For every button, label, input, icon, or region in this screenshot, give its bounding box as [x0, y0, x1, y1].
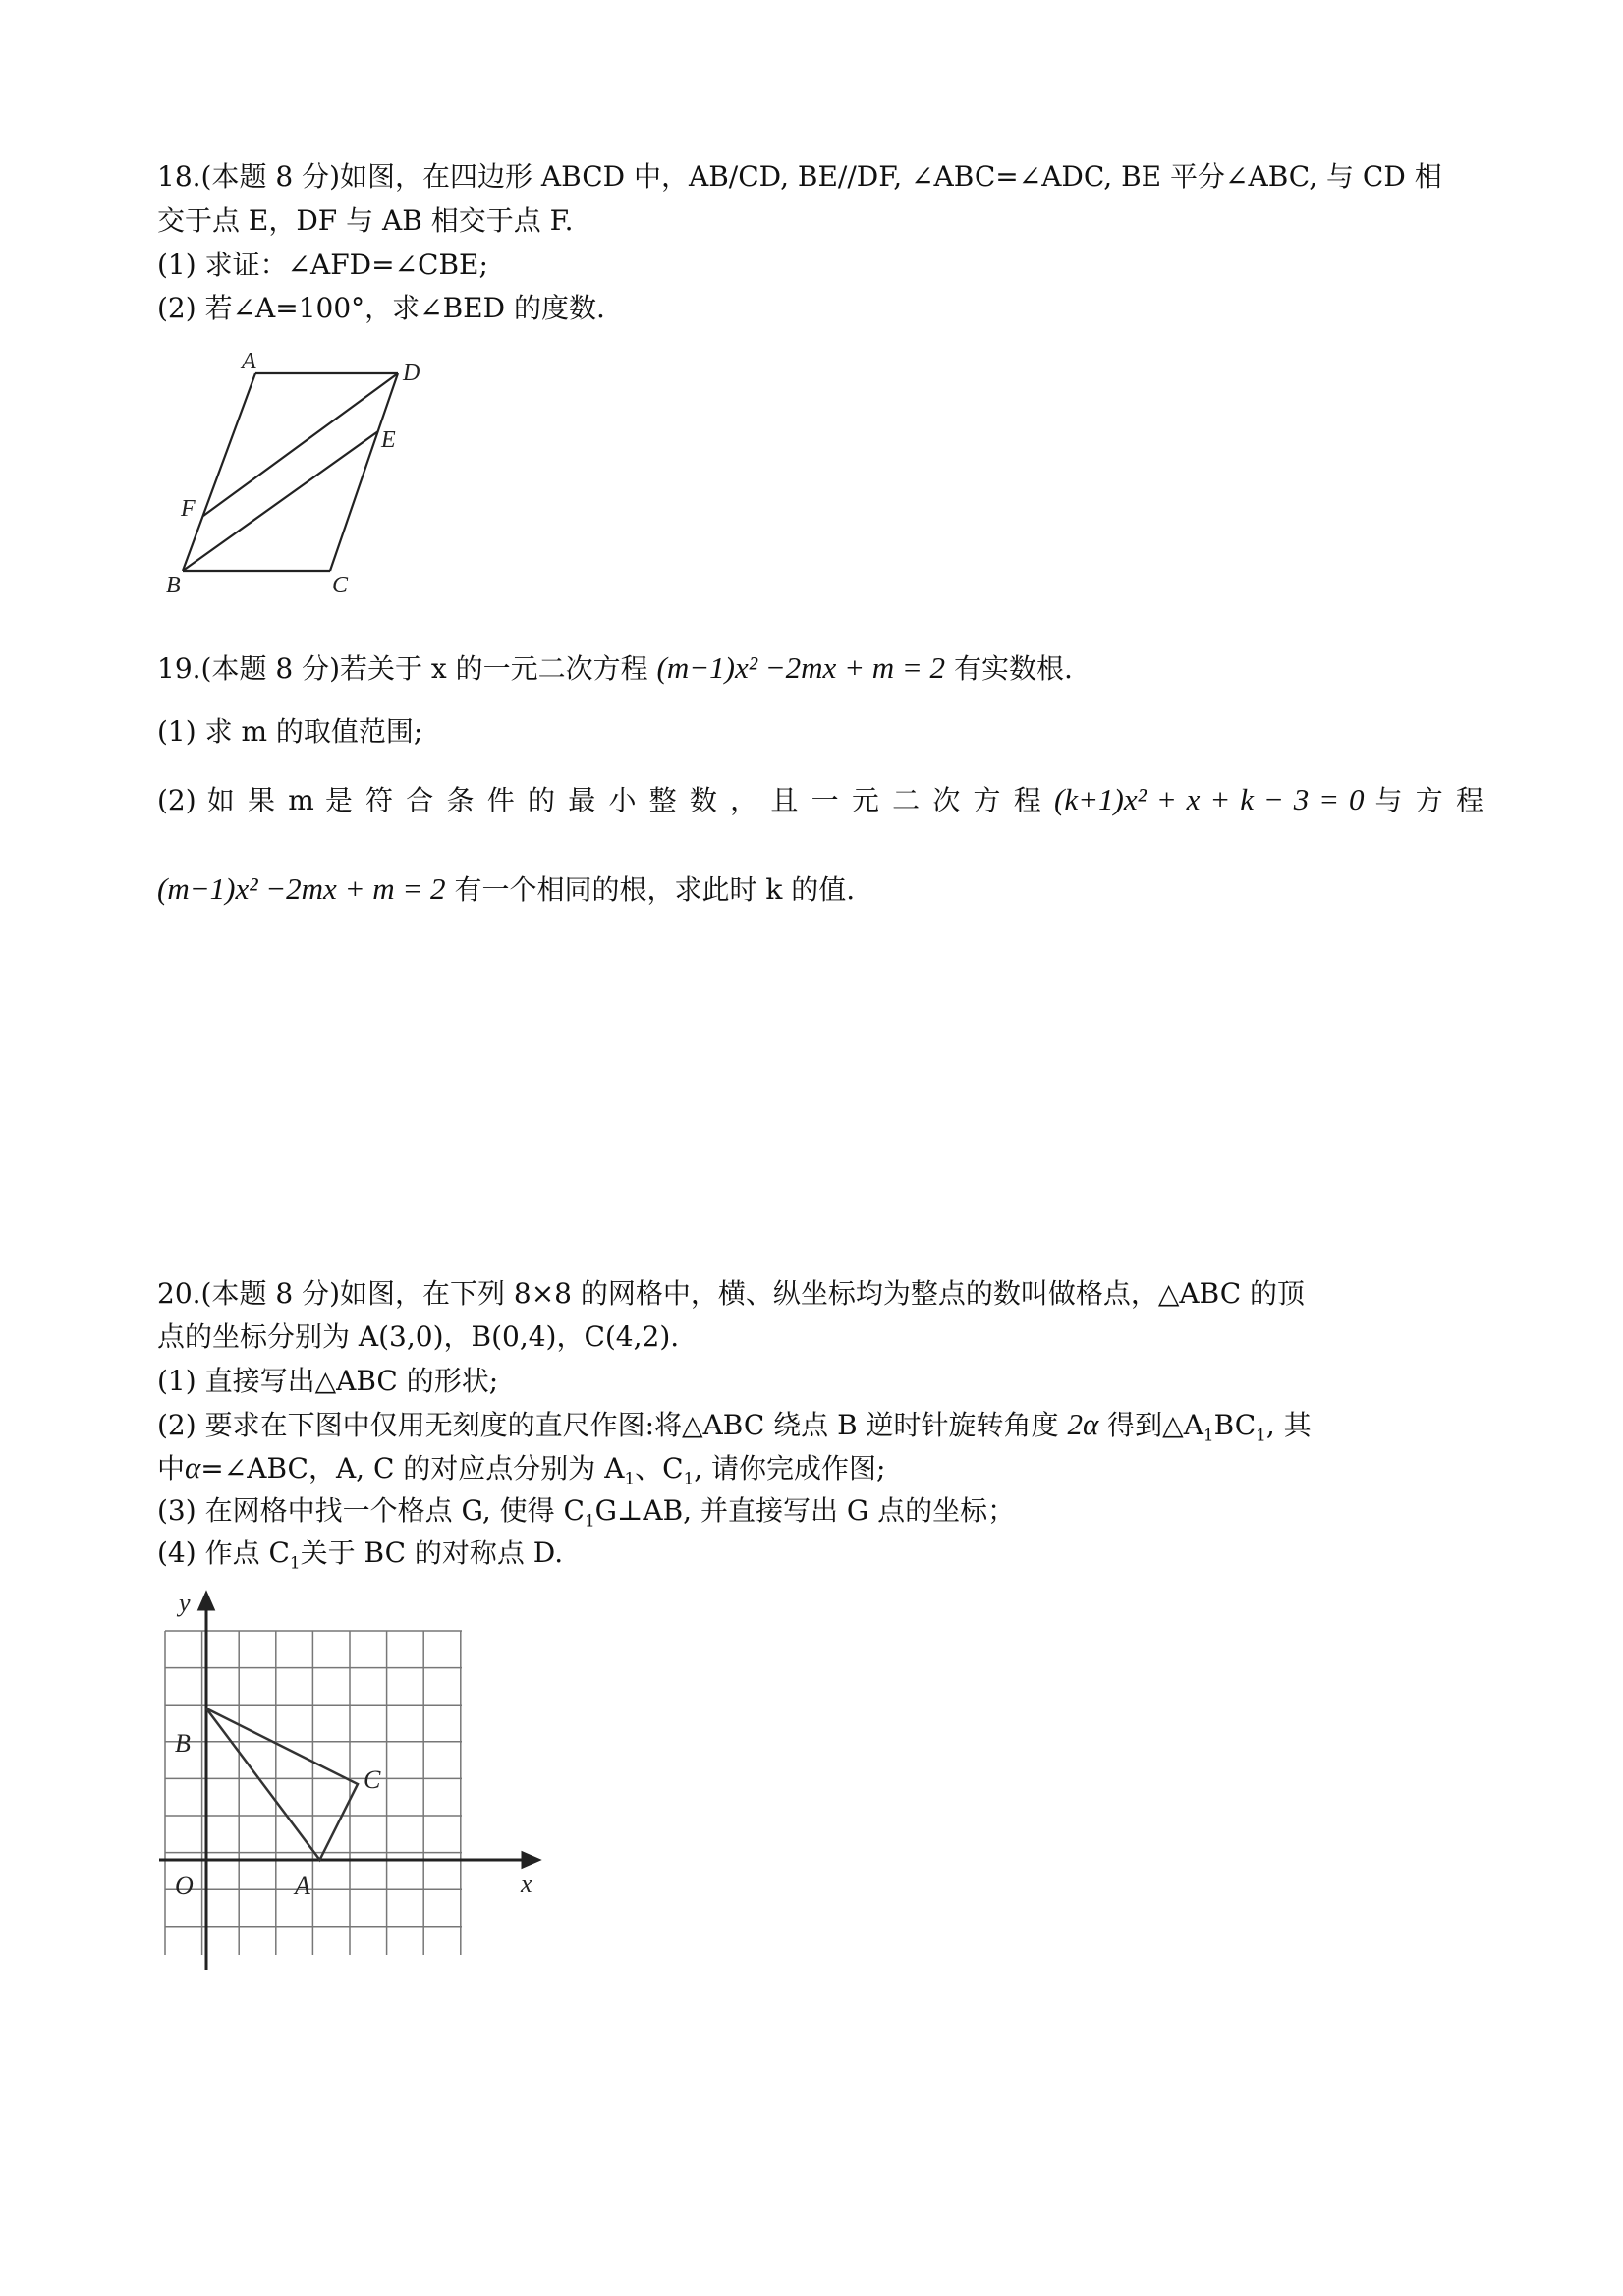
q19-equation: (m−1)x² −2mx + m = 2	[656, 650, 946, 685]
label-b: B	[175, 1729, 191, 1758]
q20-part3-pre: (3) 在网格中找一个格点 G, 使得 C	[157, 1494, 585, 1527]
q20-part2b-mid: 、C	[635, 1452, 684, 1484]
q20-sub-c1d: 1	[289, 1552, 301, 1573]
label-f: F	[181, 496, 196, 522]
q20-part4	[157, 1536, 563, 1571]
q20-part2-line1	[157, 1407, 1312, 1443]
q20-part2b-pre: 中	[157, 1452, 186, 1484]
q19-part1: (1) 求 m 的取值范围;	[157, 715, 423, 748]
q20-sub-c1: 1	[1256, 1425, 1266, 1445]
q19-part2-end: 有一个相同的根，求此时 k 的值.	[454, 873, 856, 906]
q20-part2a-tail3: , 其	[1265, 1409, 1312, 1441]
label-d: D	[403, 361, 420, 386]
q19-equation2: (k+1)x² + x + k − 3 = 0	[1054, 782, 1365, 816]
label-o: O	[175, 1872, 194, 1900]
q20-sub-c1b: 1	[683, 1468, 695, 1488]
q20-part3-end: G⊥AB, 并直接写出 G 点的坐标；	[594, 1494, 1016, 1527]
q19-stem-suffix: 有实数根.	[953, 652, 1073, 685]
q18-stem-line1: 18.(本题 8 分)如图，在四边形 ABCD 中，AB/CD, BE//DF, ∠ABC=∠ADC, BE 平分∠ABC, 与 CD 相	[157, 160, 1442, 193]
q20-part2a-tail: 得到△A	[1107, 1409, 1203, 1441]
label-y: y	[179, 1589, 191, 1617]
q20-part2-line2	[157, 1450, 886, 1486]
segment-df	[203, 373, 398, 516]
q19-part2-mid: 与 方 程	[1374, 784, 1484, 816]
q18-stem-line2: 交于点 E，DF 与 AB 相交于点 F.	[157, 204, 574, 237]
q20-part2a-tail2: BC	[1213, 1409, 1257, 1441]
q20-two-alpha: 2α	[1067, 1407, 1099, 1441]
q20-stem-line1: 20.(本题 8 分)如图，在下列 8×8 的网格中，横、纵坐标均为整点的数叫做格点，△ABC 的顶	[157, 1277, 1306, 1310]
q18-part1: (1) 求证：∠AFD=∠CBE;	[157, 249, 488, 281]
q20-coordinate-grid-figure	[147, 1582, 560, 1975]
q19-equation-repeat: (m−1)x² −2mx + m = 2	[157, 871, 446, 906]
q19-part2-line1	[157, 782, 1483, 818]
label-a: A	[242, 349, 256, 374]
q20-part4-pre: (4) 作点 C	[157, 1537, 290, 1569]
q20-part4-end: 关于 BC 的对称点 D.	[300, 1537, 564, 1569]
grid-lines	[165, 1631, 462, 1955]
edge-ab	[183, 373, 255, 571]
axes	[159, 1594, 538, 1970]
label-c: C	[364, 1765, 381, 1794]
q20-alpha: α	[185, 1450, 201, 1484]
x-axis-arrow-icon	[523, 1853, 538, 1867]
q20-part2a-text: (2) 要求在下图中仅用无刻度的直尺作图:将△ABC 绕点 B 逆时针旋转角度	[157, 1409, 1059, 1441]
q20-part3	[157, 1493, 1015, 1529]
q18-parallelogram-figure	[157, 349, 452, 599]
q19-stem	[157, 650, 1073, 687]
label-a: A	[295, 1872, 310, 1900]
label-x: x	[521, 1870, 532, 1898]
q19-part2-prefix: (2) 如 果 m 是 符 合 条 件 的 最 小 整 数 ， 且 一 元 二 次 方 程	[157, 784, 1043, 816]
q20-part2b-text: =∠ABC，A, C 的对应点分别为 A	[200, 1452, 625, 1484]
q20-sub-c1c: 1	[584, 1510, 595, 1531]
q20-stem-line2: 点的坐标分别为 A(3,0)，B(0,4)，C(4,2).	[157, 1320, 680, 1353]
label-b: B	[166, 573, 181, 598]
q20-part1: (1) 直接写出△ABC 的形状;	[157, 1365, 499, 1397]
q19-stem-prefix: 19.(本题 8 分)若关于 x 的一元二次方程	[157, 652, 648, 685]
label-e: E	[381, 427, 396, 453]
q20-part2b-end: , 请你完成作图;	[694, 1452, 886, 1484]
q19-part2-line2	[157, 871, 855, 908]
triangle-abc	[206, 1708, 358, 1860]
q20-sub-a1: 1	[1203, 1425, 1214, 1445]
label-c: C	[332, 573, 349, 598]
edge-dc	[330, 373, 398, 571]
q20-sub-a1b: 1	[624, 1468, 636, 1488]
segment-be	[183, 431, 378, 571]
y-axis-arrow-icon	[199, 1594, 213, 1609]
q18-part2: (2) 若∠A=100°，求∠BED 的度数.	[157, 292, 605, 324]
